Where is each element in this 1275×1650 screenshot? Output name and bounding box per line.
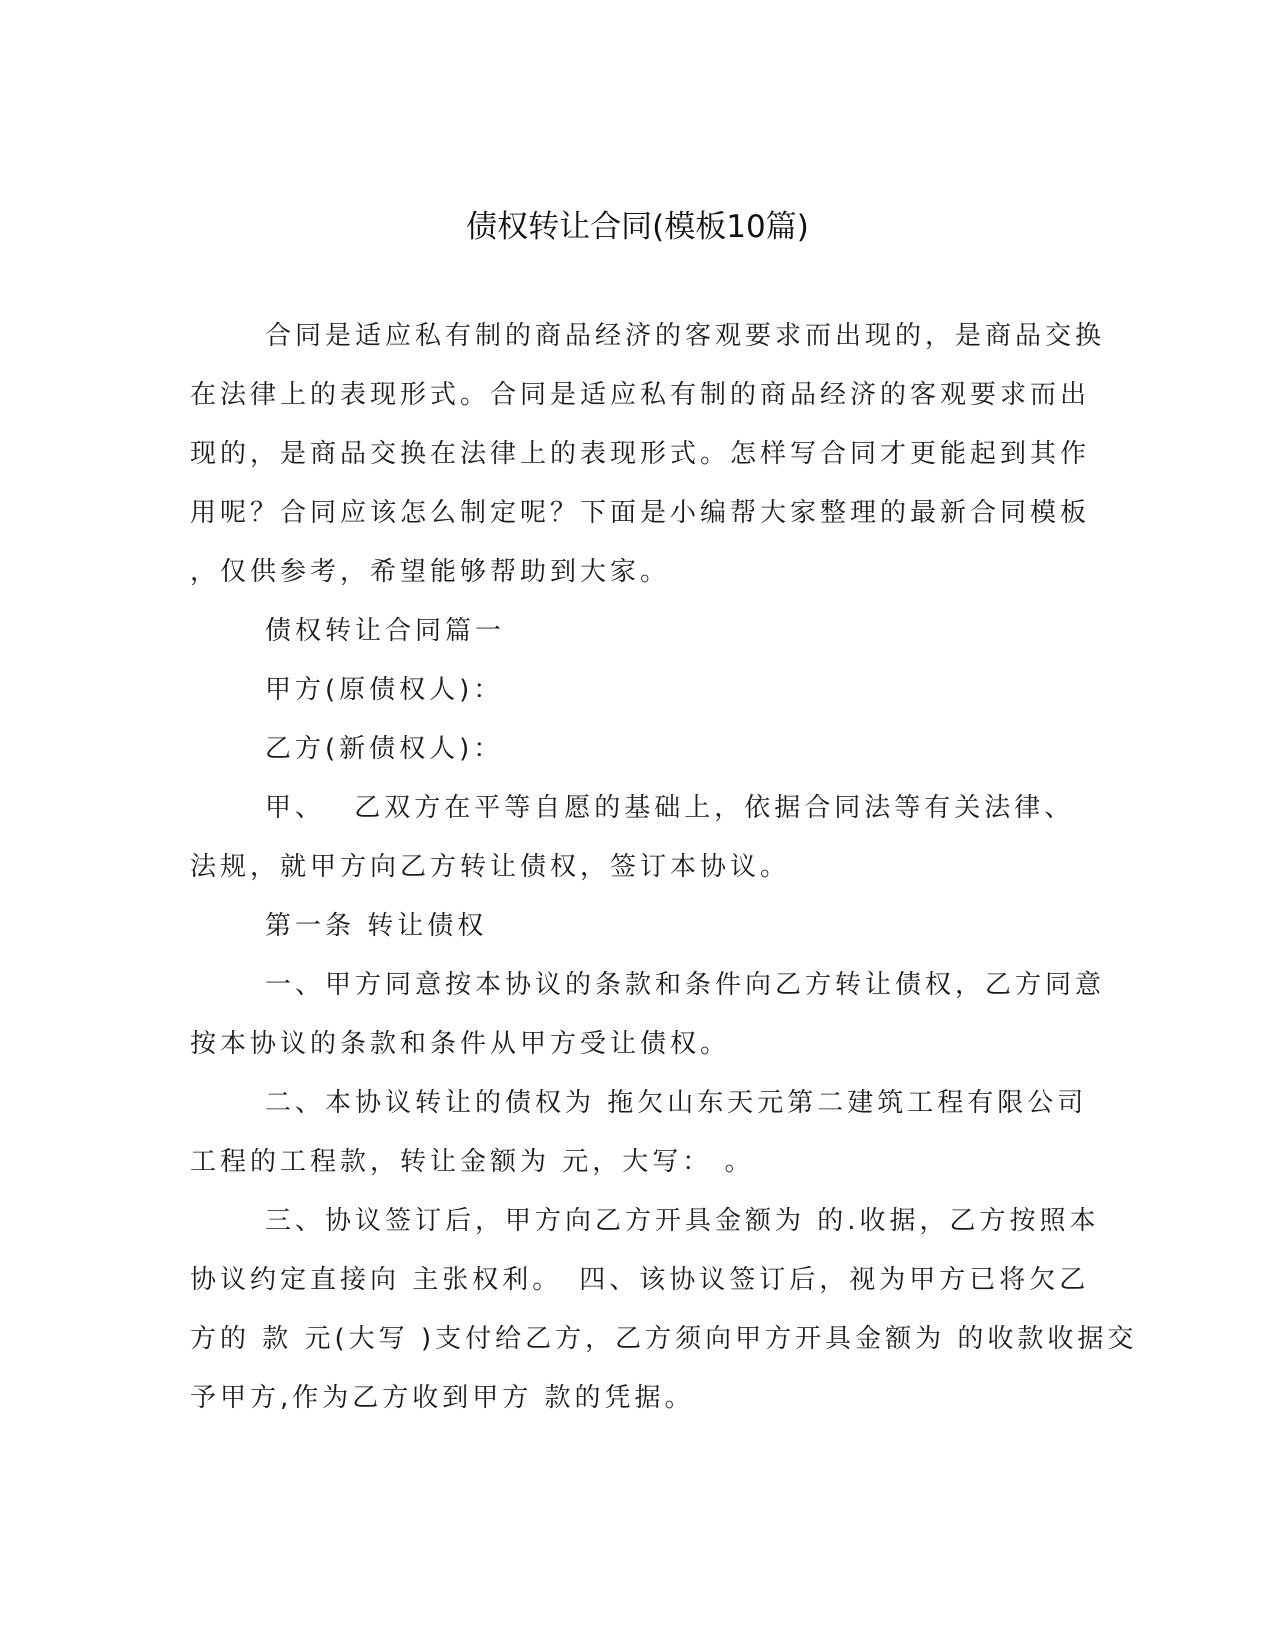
clause-2-line-1: 二、本协议转让的债权为 拖欠山东天元第二建筑工程有限公司 bbox=[265, 1088, 1088, 1118]
clause-1-line-2: 按本协议的条款和条件从甲方受让债权。 bbox=[190, 1029, 731, 1059]
intro-line-3: 现的，是商品交换在法律上的表现形式。怎样写合同才更能起到其作 bbox=[190, 439, 1091, 469]
intro-line-1: 合同是适应私有制的商品经济的客观要求而出现的，是商品交换 bbox=[265, 321, 1106, 351]
clause-1-line-1: 一、甲方同意按本协议的条款和条件向乙方转让债权，乙方同意 bbox=[265, 970, 1106, 1000]
intro-line-5: ，仅供参考，希望能够帮助到大家。 bbox=[190, 557, 671, 587]
document-title: 债权转让合同(模板10篇) bbox=[466, 209, 809, 245]
clause-4-line-2: 予甲方,作为乙方收到甲方 款的凭据。 bbox=[190, 1383, 695, 1413]
section-heading: 债权转让合同篇一 bbox=[265, 616, 506, 646]
intro-line-2: 在法律上的表现形式。合同是适应私有制的商品经济的客观要求而出 bbox=[190, 380, 1091, 410]
intro-line-4: 用呢？合同应该怎么制定呢？下面是小编帮大家整理的最新合同模板 bbox=[190, 498, 1091, 528]
preamble-line-2: 法规，就甲方向乙方转让债权，签订本协议。 bbox=[190, 852, 791, 882]
clause-4-line-1: 方的 款 元(大写 )支付给乙方，乙方须向甲方开具金额为 的收款收据交 bbox=[190, 1324, 1138, 1354]
preamble-line-1: 甲、 乙双方在平等自愿的基础上，依据合同法等有关法律、 bbox=[265, 793, 1075, 823]
clause-3-line-1: 三、协议签订后，甲方向乙方开具金额为 的.收据，乙方按照本 bbox=[265, 1206, 1100, 1236]
clause-3-line-2: 协议约定直接向 主张权利。 四、该协议签订后，视为甲方已将欠乙 bbox=[190, 1265, 1090, 1295]
clause-2-line-2: 工程的工程款，转让金额为 元，大写： 。 bbox=[190, 1147, 755, 1177]
article-one-heading: 第一条 转让债权 bbox=[265, 911, 488, 941]
party-a-line: 甲方(原债权人)： bbox=[265, 675, 504, 705]
party-b-line: 乙方(新债权人)： bbox=[265, 734, 504, 764]
